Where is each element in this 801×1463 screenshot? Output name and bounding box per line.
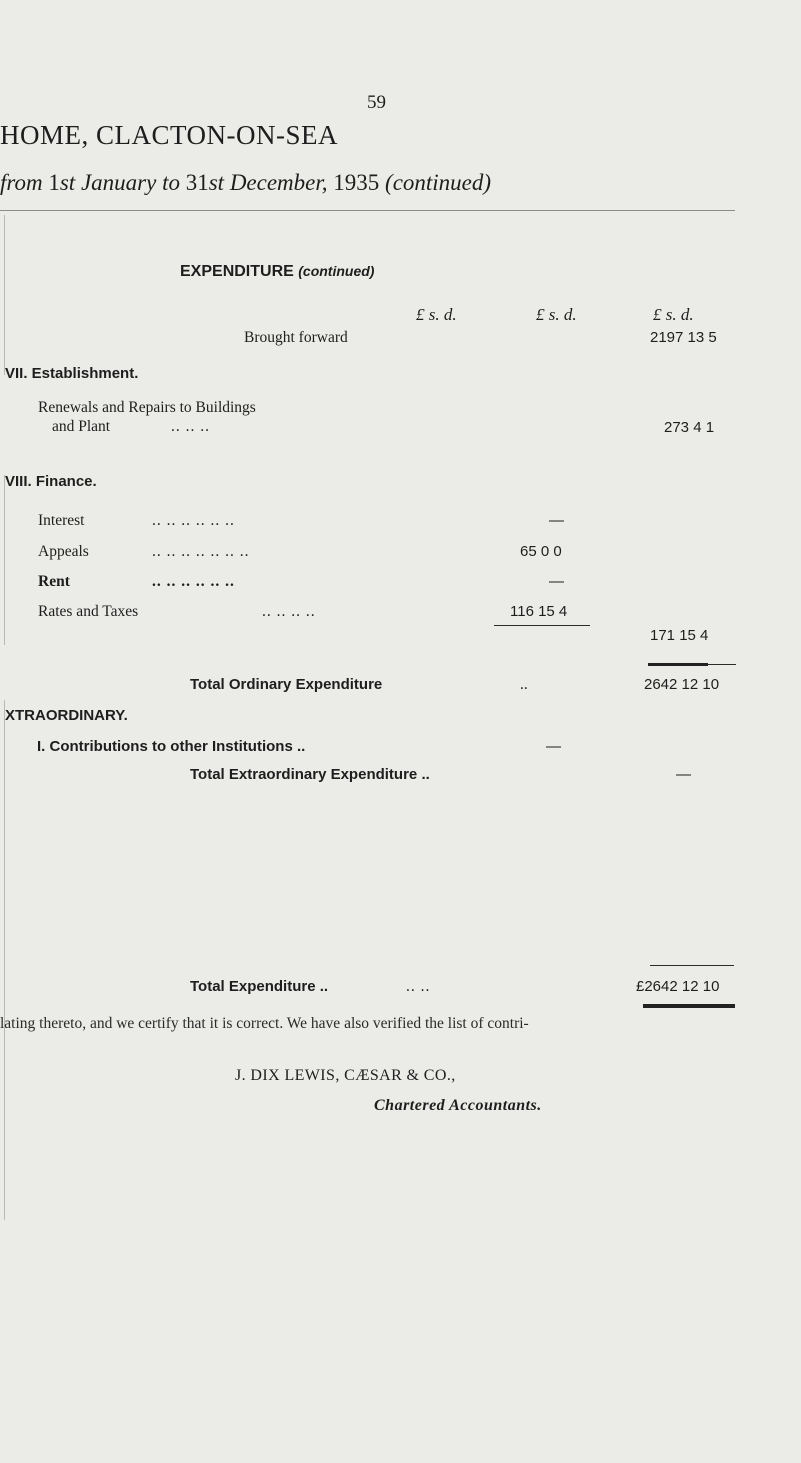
total-expenditure-double-rule	[643, 1004, 735, 1008]
subtitle-month1: January	[80, 170, 157, 195]
finance-item-amount: 65 0 0	[520, 543, 562, 560]
total-ordinary-dots: ..	[520, 676, 528, 693]
subtitle-day1: 1	[48, 170, 60, 195]
total-ordinary-amount: 2642 12 10	[644, 676, 720, 693]
establishment-amount: 273 4 1	[664, 419, 715, 436]
finance-item-amount: 116 15 4	[510, 603, 568, 620]
section-heading-note: (continued)	[298, 263, 375, 279]
subtitle-continued: (continued)	[385, 170, 492, 195]
establishment-item-label-2: and Plant	[52, 418, 111, 435]
currency-header-col1: £ s. d.	[416, 305, 457, 324]
finance-subtotal-amount: 171 15 4	[650, 627, 709, 644]
finance-heading: VIII. Finance.	[5, 473, 97, 490]
section-heading-text: EXPENDITURE	[180, 263, 294, 280]
currency-header-col2: £ s. d.	[536, 305, 577, 324]
currency-header-col3: £ s. d.	[653, 305, 694, 324]
total-extraordinary-label: Total Extraordinary Expenditure ..	[190, 766, 430, 783]
total-expenditure-label: Total Expenditure ..	[190, 978, 329, 995]
total-extraordinary-amount: —	[676, 766, 691, 783]
establishment-heading: VII. Establishment.	[5, 365, 139, 382]
total-ordinary-rule-tail	[708, 664, 736, 665]
total-expenditure-rule	[650, 965, 734, 966]
report-period: from 1st January to 31st December, 1935 (continued)	[0, 170, 492, 195]
brought-forward-label: Brought forward	[244, 329, 348, 346]
finance-item-label: Rent	[38, 573, 70, 590]
finance-item-label: Interest	[38, 512, 85, 529]
total-ordinary-rule	[648, 663, 708, 666]
extraordinary-heading: XTRAORDINARY.	[5, 707, 128, 724]
extraordinary-item-label: I. Contributions to other Institutions ..	[37, 738, 306, 755]
subtitle-day2: 31	[185, 170, 209, 195]
finance-subtotal-rule	[494, 625, 590, 626]
page-title: HOME, CLACTON-ON-SEA	[0, 120, 338, 150]
subtitle-to: to	[162, 170, 180, 195]
subtitle-from: from	[0, 170, 43, 195]
margin-line	[4, 700, 5, 1220]
page-number: 59	[367, 92, 386, 113]
margin-line	[4, 475, 5, 645]
certification-text: lating thereto, and we certify that it is correct. We have also verified the list of contri-	[0, 1015, 529, 1032]
total-ordinary-label: Total Ordinary Expenditure	[190, 676, 383, 693]
finance-item-label: Rates and Taxes	[38, 603, 139, 620]
finance-item-dots: .. .. .. .. .. ..	[152, 573, 235, 590]
extraordinary-item-amount: —	[546, 738, 561, 755]
subtitle-ord2: st	[208, 170, 225, 195]
subtitle-ord1: st	[59, 170, 76, 195]
brought-forward-amount: 2197 13 5	[650, 329, 717, 346]
auditor-name: J. DIX LEWIS, CÆSAR & CO.,	[235, 1067, 456, 1084]
establishment-item-label-1: Renewals and Repairs to Buildings	[38, 399, 256, 416]
finance-item-label: Appeals	[38, 543, 89, 560]
subtitle-year: 1935	[333, 170, 380, 195]
header-rule	[0, 210, 735, 211]
finance-item-dots: .. .. .. ..	[262, 603, 316, 620]
auditor-role: Chartered Accountants.	[374, 1097, 542, 1114]
section-heading	[180, 263, 374, 281]
finance-item-amount: —	[549, 512, 564, 529]
establishment-leader-dots: .. .. ..	[171, 418, 210, 435]
finance-item-dots: .. .. .. .. .. ..	[152, 512, 235, 529]
margin-line	[4, 215, 5, 375]
finance-item-dots: .. .. .. .. .. .. ..	[152, 543, 250, 560]
subtitle-month2: December	[229, 170, 322, 195]
total-expenditure-amount: £2642 12 10	[636, 978, 720, 995]
total-expenditure-dots: .. ..	[406, 978, 431, 995]
finance-item-amount: —	[549, 573, 564, 590]
